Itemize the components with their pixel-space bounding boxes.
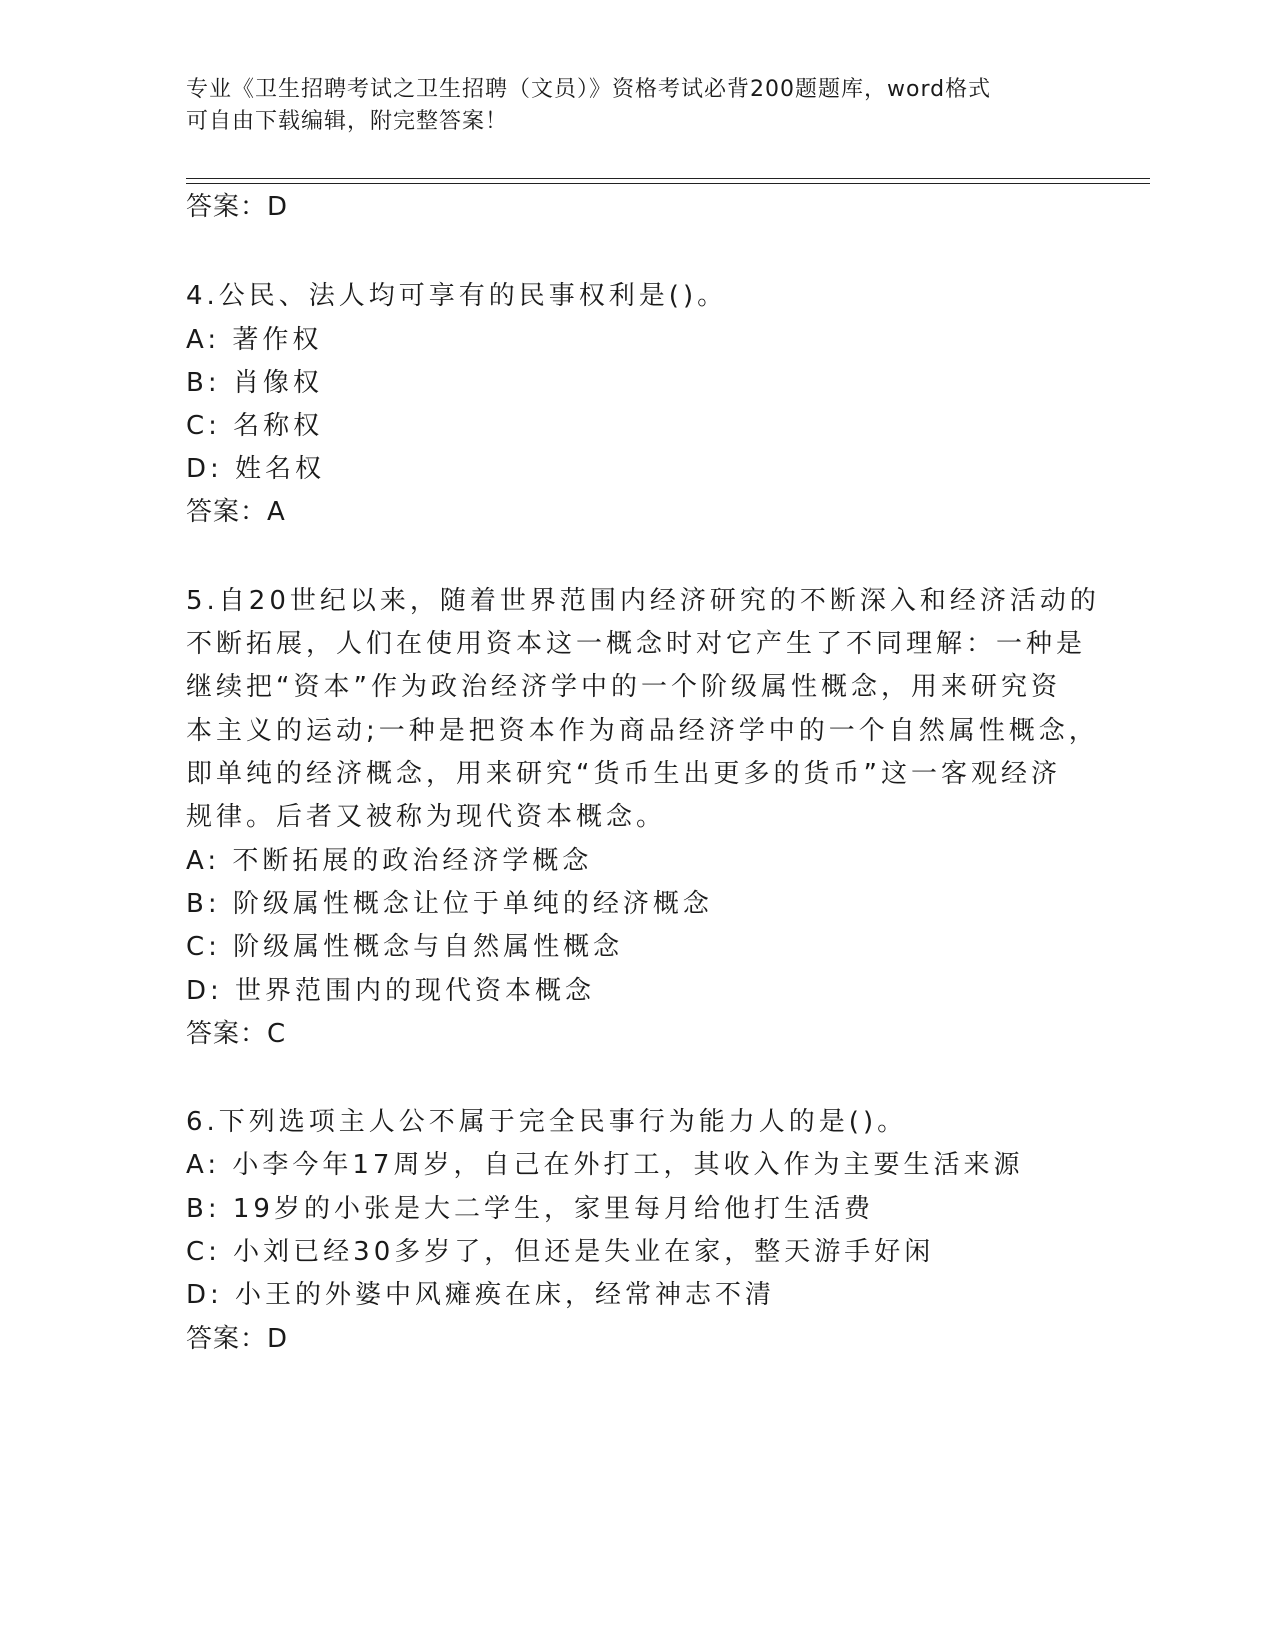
question-5-stem-line-3: 继续把“资本”作为政治经济学中的一个阶级属性概念，用来研究资 <box>186 672 1061 702</box>
question-5-answer: 答案：C <box>186 1019 287 1049</box>
document-header <box>186 74 1066 138</box>
question-5-stem-line-2: 不断拓展，人们在使用资本这一概念时对它产生了不同理解：一种是 <box>186 629 1087 659</box>
question-6-answer: 答案：D <box>186 1324 289 1354</box>
header-rule-top <box>186 178 1150 179</box>
question-6-option-c: C: 小刘已经30多岁了，但还是失业在家，整天游手好闲 <box>186 1237 935 1267</box>
question-5-option-a: A: 不断拓展的政治经济学概念 <box>186 846 593 876</box>
question-4-option-a: A: 著作权 <box>186 325 323 355</box>
question-4-option-b: B: 肖像权 <box>186 368 323 398</box>
header-line-2: 可自由下载编辑，附完整答案！ <box>186 109 509 134</box>
question-5-stem-line-4: 本主义的运动;一种是把资本作为商品经济学中的一个自然属性概念， <box>186 716 1099 746</box>
question-5-stem-line-6: 规律。后者又被称为现代资本概念。 <box>186 802 667 832</box>
question-5-stem-line-5: 即单纯的经济概念，用来研究“货币生出更多的货币”这一客观经济 <box>186 759 1061 789</box>
question-4-answer: 答案：A <box>186 497 286 527</box>
question-5-option-b: B: 阶级属性概念让位于单纯的经济概念 <box>186 889 713 919</box>
question-4-stem: 4.公民、法人均可享有的民事权利是()。 <box>186 281 728 311</box>
question-4-option-c: C: 名称权 <box>186 411 324 441</box>
question-6-option-b: B: 19岁的小张是大二学生，家里每月给他打生活费 <box>186 1194 874 1224</box>
question-6-option-a: A: 小李今年17周岁，自己在外打工，其收入作为主要生活来源 <box>186 1150 1024 1180</box>
answer-previous: 答案：D <box>186 192 289 222</box>
question-5-option-d: D: 世界范围内的现代资本概念 <box>186 976 596 1006</box>
question-5-option-c: C: 阶级属性概念与自然属性概念 <box>186 932 624 962</box>
question-5-stem-line-1: 5.自20世纪以来，随着世界范围内经济研究的不断深入和经济活动的 <box>186 586 1100 616</box>
question-4-option-d: D: 姓名权 <box>186 454 326 484</box>
header-rule-bottom <box>186 183 1150 184</box>
question-6-stem: 6.下列选项主人公不属于完全民事行为能力人的是()。 <box>186 1107 908 1137</box>
header-line-1: 专业《卫生招聘考试之卫生招聘（文员）》资格考试必背200题题库，word格式 <box>186 77 992 102</box>
question-6-option-d: D: 小王的外婆中风瘫痪在床，经常神志不清 <box>186 1280 776 1310</box>
